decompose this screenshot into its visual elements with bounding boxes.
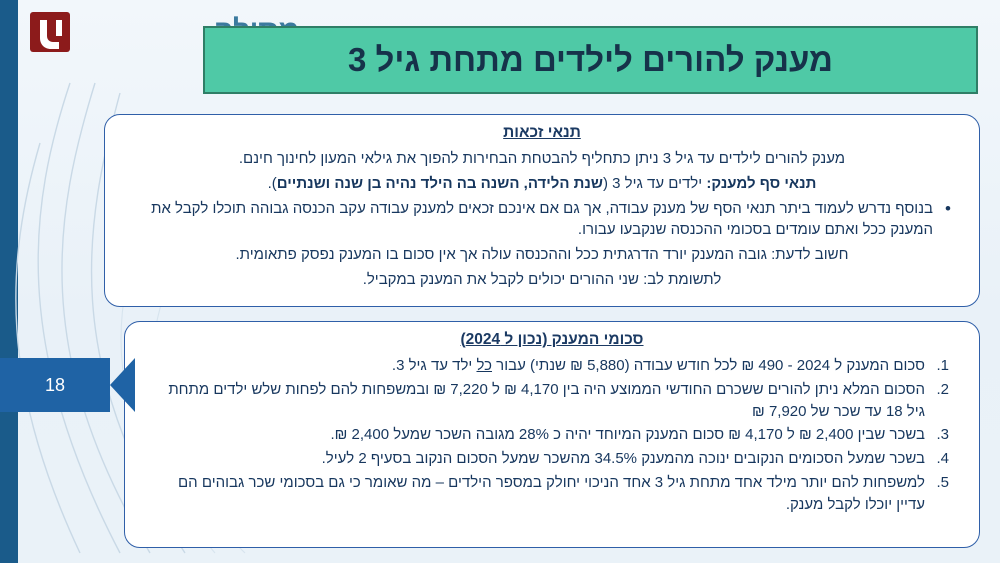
amounts-card [124,321,980,548]
bullet-text-end: ). [267,174,277,192]
list-item: • בנוסף נדרש לעמוד ביתר תנאי הסף של מענק עבודה, אך גם אם אינכם זכאים למענק עבודה עקב הכנסה גבוהה תוכלו לקבל את המענק ככל ואתם עומדים בסכומי ההכנסה שנקבעו עבורו. [131,198,953,242]
list-item: למשפחות להם יותר מילד אחד מתחת גיל 3 אחד הניכוי יחולק במספר הילדים – מה שאומר כי גם בסכומי שכר גבוהים הם עדיין יוכלו לקבל מענק. [177,473,925,513]
page-number-arrow [110,358,135,412]
bullet-text: ילדים עד גיל 3 ( [602,174,703,192]
list-item: הסכום המלא ניתן להורים ששכרם החודשי הממוצע היה בין 4,170 ₪ ל 7,220 ₪ ובמשפחות להם לפחות שלש ילדים מתחת גיל 18 עד שכר של 7,920 ₪ [168,380,925,420]
page-number: 18 [44,374,66,395]
slide-title-banner [203,26,978,94]
bullet-bold-lead: תנאי סף למענק: [706,174,817,192]
list-item [151,355,949,377]
page-title: מענק להורים לילדים מתחת גיל 3 [348,41,833,78]
bullet-bold-tail: שנת הלידה, השנה בה הילד נהיה בן שנה ושנתיים [276,174,603,192]
item-underline: כל [476,357,493,374]
amounts-list [151,355,949,515]
list-item: לתשומת לב: שני ההורים יכולים לקבל את המענק במקביל. [362,270,722,288]
list-item: מענק להורים לילדים עד גיל 3 ניתן כתחליף להבטחת הבחירות להפוך את גילאי המעון לחינוך חינם. [238,150,846,167]
eligibility-heading: תנאי זכאות [503,124,581,141]
item-text-a: סכום המענק ל 2024 - 490 ₪ לכל חודש עבודה (5,880 ₪ שנתי) עבור [492,357,925,374]
eligibility-list [131,148,953,291]
item-text-b: ילד עד גיל 3. [391,357,477,374]
page-number-tag [0,358,135,412]
amounts-heading: סכומי המענק (נכון ל 2024) [460,331,644,348]
company-logo [28,8,218,68]
list-item: בשכר שבין 2,400 ₪ ל 4,170 ₪ סכום המענק המיוחד יהיה כ 28% מגובה השכר שמעל 2,400 ₪. [330,426,925,444]
list-item [131,173,953,195]
list-item: חשוב לדעת: גובה המענק יורד הדרגתית ככל וההכנסה עולה אך אין סכום בו המענק נפסק פתאומית. [235,246,849,263]
eligibility-card [104,114,980,307]
list-item: בשכר שמעל הסכומים הנקובים ינוכה מהמענק 34.5% מהשכר שמעל הסכום הנקוב בסעיף 2 לעיל. [321,450,925,467]
